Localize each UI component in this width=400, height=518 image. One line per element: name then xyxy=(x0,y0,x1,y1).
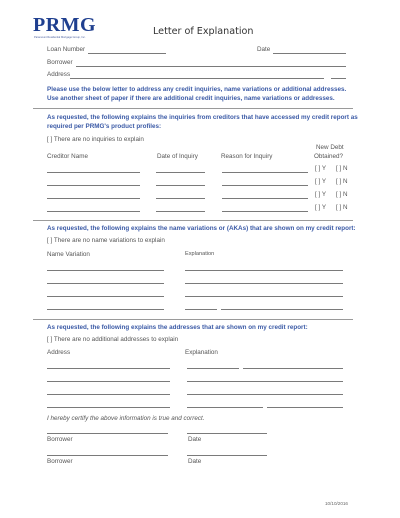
no-name-variations-checkbox[interactable]: [ ] There are no name variations to explain xyxy=(47,237,165,244)
names-intro: As requested, the following explains the name variations or (AKAs) that are shown on my credit report: xyxy=(47,225,356,232)
address-row-3-explanation[interactable] xyxy=(187,394,343,395)
address-row-4-address[interactable] xyxy=(47,407,170,408)
address-row-2-explanation[interactable] xyxy=(187,381,343,382)
address-row-1-address[interactable] xyxy=(47,368,170,369)
inquiry-row-3-creditor[interactable] xyxy=(47,198,140,199)
inquiry-row-2-no[interactable]: [ ] N xyxy=(336,178,348,185)
col-new-debt-obtained: Obtained? xyxy=(314,153,344,160)
inquiry-row-2-reason[interactable] xyxy=(222,185,308,186)
section-divider xyxy=(33,108,353,109)
inquiry-row-3-no[interactable]: [ ] N xyxy=(336,191,348,198)
col-name-explanation: Explanation xyxy=(185,251,215,257)
address-field[interactable] xyxy=(70,78,324,79)
address-row-1-explanation-a[interactable] xyxy=(187,368,239,369)
inquiry-row-3-date[interactable] xyxy=(156,198,205,199)
address-row-3-address[interactable] xyxy=(47,394,170,395)
col-address-explanation: Explanation xyxy=(185,349,218,356)
name-row-1-name[interactable] xyxy=(47,270,164,271)
inquiry-row-2-date[interactable] xyxy=(156,185,205,186)
date-label: Date xyxy=(257,46,271,53)
name-row-1-explanation[interactable] xyxy=(185,270,343,271)
certify-statement: I hereby certify the above information is true and correct. xyxy=(47,415,205,422)
name-row-3-name[interactable] xyxy=(47,296,164,297)
borrower-signature-2[interactable] xyxy=(47,455,168,456)
inquiry-row-3-reason[interactable] xyxy=(222,198,308,199)
address-row-1-explanation-b[interactable] xyxy=(243,368,343,369)
inquiry-row-4-yes[interactable]: [ ] Y xyxy=(315,204,327,211)
address-label: Address xyxy=(47,71,71,78)
date-label-2: Date xyxy=(188,458,202,465)
instructions-text: Please use the below letter to address any credit inquiries, name variations or additional addresses. Use another sheet of paper if there are additional credit inquiries, name variations or addresses. xyxy=(47,86,347,102)
inquiry-row-1-date[interactable] xyxy=(156,172,205,173)
name-row-3-explanation[interactable] xyxy=(185,296,343,297)
col-reason-for-inquiry: Reason for Inquiry xyxy=(221,153,273,160)
borrower-label-1: Borrower xyxy=(47,436,73,443)
name-row-4-name[interactable] xyxy=(47,309,164,310)
col-name-variation: Name Variation xyxy=(47,251,90,258)
name-row-2-name[interactable] xyxy=(47,283,164,284)
certify-date-2[interactable] xyxy=(187,455,267,456)
col-new-debt: New Debt xyxy=(316,144,344,151)
address-field-extra[interactable] xyxy=(331,78,346,79)
borrower-label: Borrower xyxy=(47,59,73,66)
inquiry-row-1-no[interactable]: [ ] N xyxy=(336,165,348,172)
address-row-4-explanation-a[interactable] xyxy=(187,407,263,408)
inquiries-intro-line2: required per PRMG's product profiles: xyxy=(47,123,162,130)
name-row-4-explanation-a[interactable] xyxy=(185,309,217,310)
borrower-signature-1[interactable] xyxy=(47,433,168,434)
name-row-4-explanation-b[interactable] xyxy=(221,309,343,310)
no-addresses-checkbox[interactable]: [ ] There are no additional addresses to explain xyxy=(47,336,179,343)
inquiry-row-2-yes[interactable]: [ ] Y xyxy=(315,178,327,185)
loan-number-label: Loan Number xyxy=(47,46,86,53)
name-row-2-explanation[interactable] xyxy=(185,283,343,284)
inquiry-row-4-no[interactable]: [ ] N xyxy=(336,204,348,211)
inquiry-row-4-date[interactable] xyxy=(156,211,205,212)
col-date-of-inquiry: Date of Inquiry xyxy=(157,153,198,160)
company-tagline: Paramount Residential Mortgage Group, Inc. xyxy=(34,36,86,39)
inquiry-row-1-creditor[interactable] xyxy=(47,172,140,173)
addresses-intro: As requested, the following explains the addresses that are shown on my credit report: xyxy=(47,324,308,331)
section-divider xyxy=(33,319,353,320)
page-title: Letter of Explanation xyxy=(153,26,254,37)
address-row-4-explanation-b[interactable] xyxy=(267,407,343,408)
inquiry-row-3-yes[interactable]: [ ] Y xyxy=(315,191,327,198)
borrower-label-2: Borrower xyxy=(47,458,73,465)
date-label-1: Date xyxy=(188,436,202,443)
inquiry-row-4-reason[interactable] xyxy=(222,211,308,212)
inquiry-row-4-creditor[interactable] xyxy=(47,211,140,212)
col-creditor-name: Creditor Name xyxy=(47,153,88,160)
address-row-2-address[interactable] xyxy=(47,381,170,382)
company-logo: PRMG xyxy=(33,14,97,36)
col-address: Address xyxy=(47,349,71,356)
loan-number-field[interactable] xyxy=(88,53,166,54)
inquiry-row-1-reason[interactable] xyxy=(222,172,308,173)
no-inquiries-checkbox[interactable]: [ ] There are no inquiries to explain xyxy=(47,136,144,143)
borrower-field[interactable] xyxy=(76,66,346,67)
date-field[interactable] xyxy=(273,53,346,54)
certify-date-1[interactable] xyxy=(187,433,267,434)
inquiry-row-2-creditor[interactable] xyxy=(47,185,140,186)
inquiries-intro-line1: As requested, the following explains the inquiries from creditors that have accessed my credit report as xyxy=(47,114,358,121)
inquiry-row-1-yes[interactable]: [ ] Y xyxy=(315,165,327,172)
footer-date: 10/10/2016 xyxy=(325,501,348,506)
section-divider xyxy=(33,220,353,221)
